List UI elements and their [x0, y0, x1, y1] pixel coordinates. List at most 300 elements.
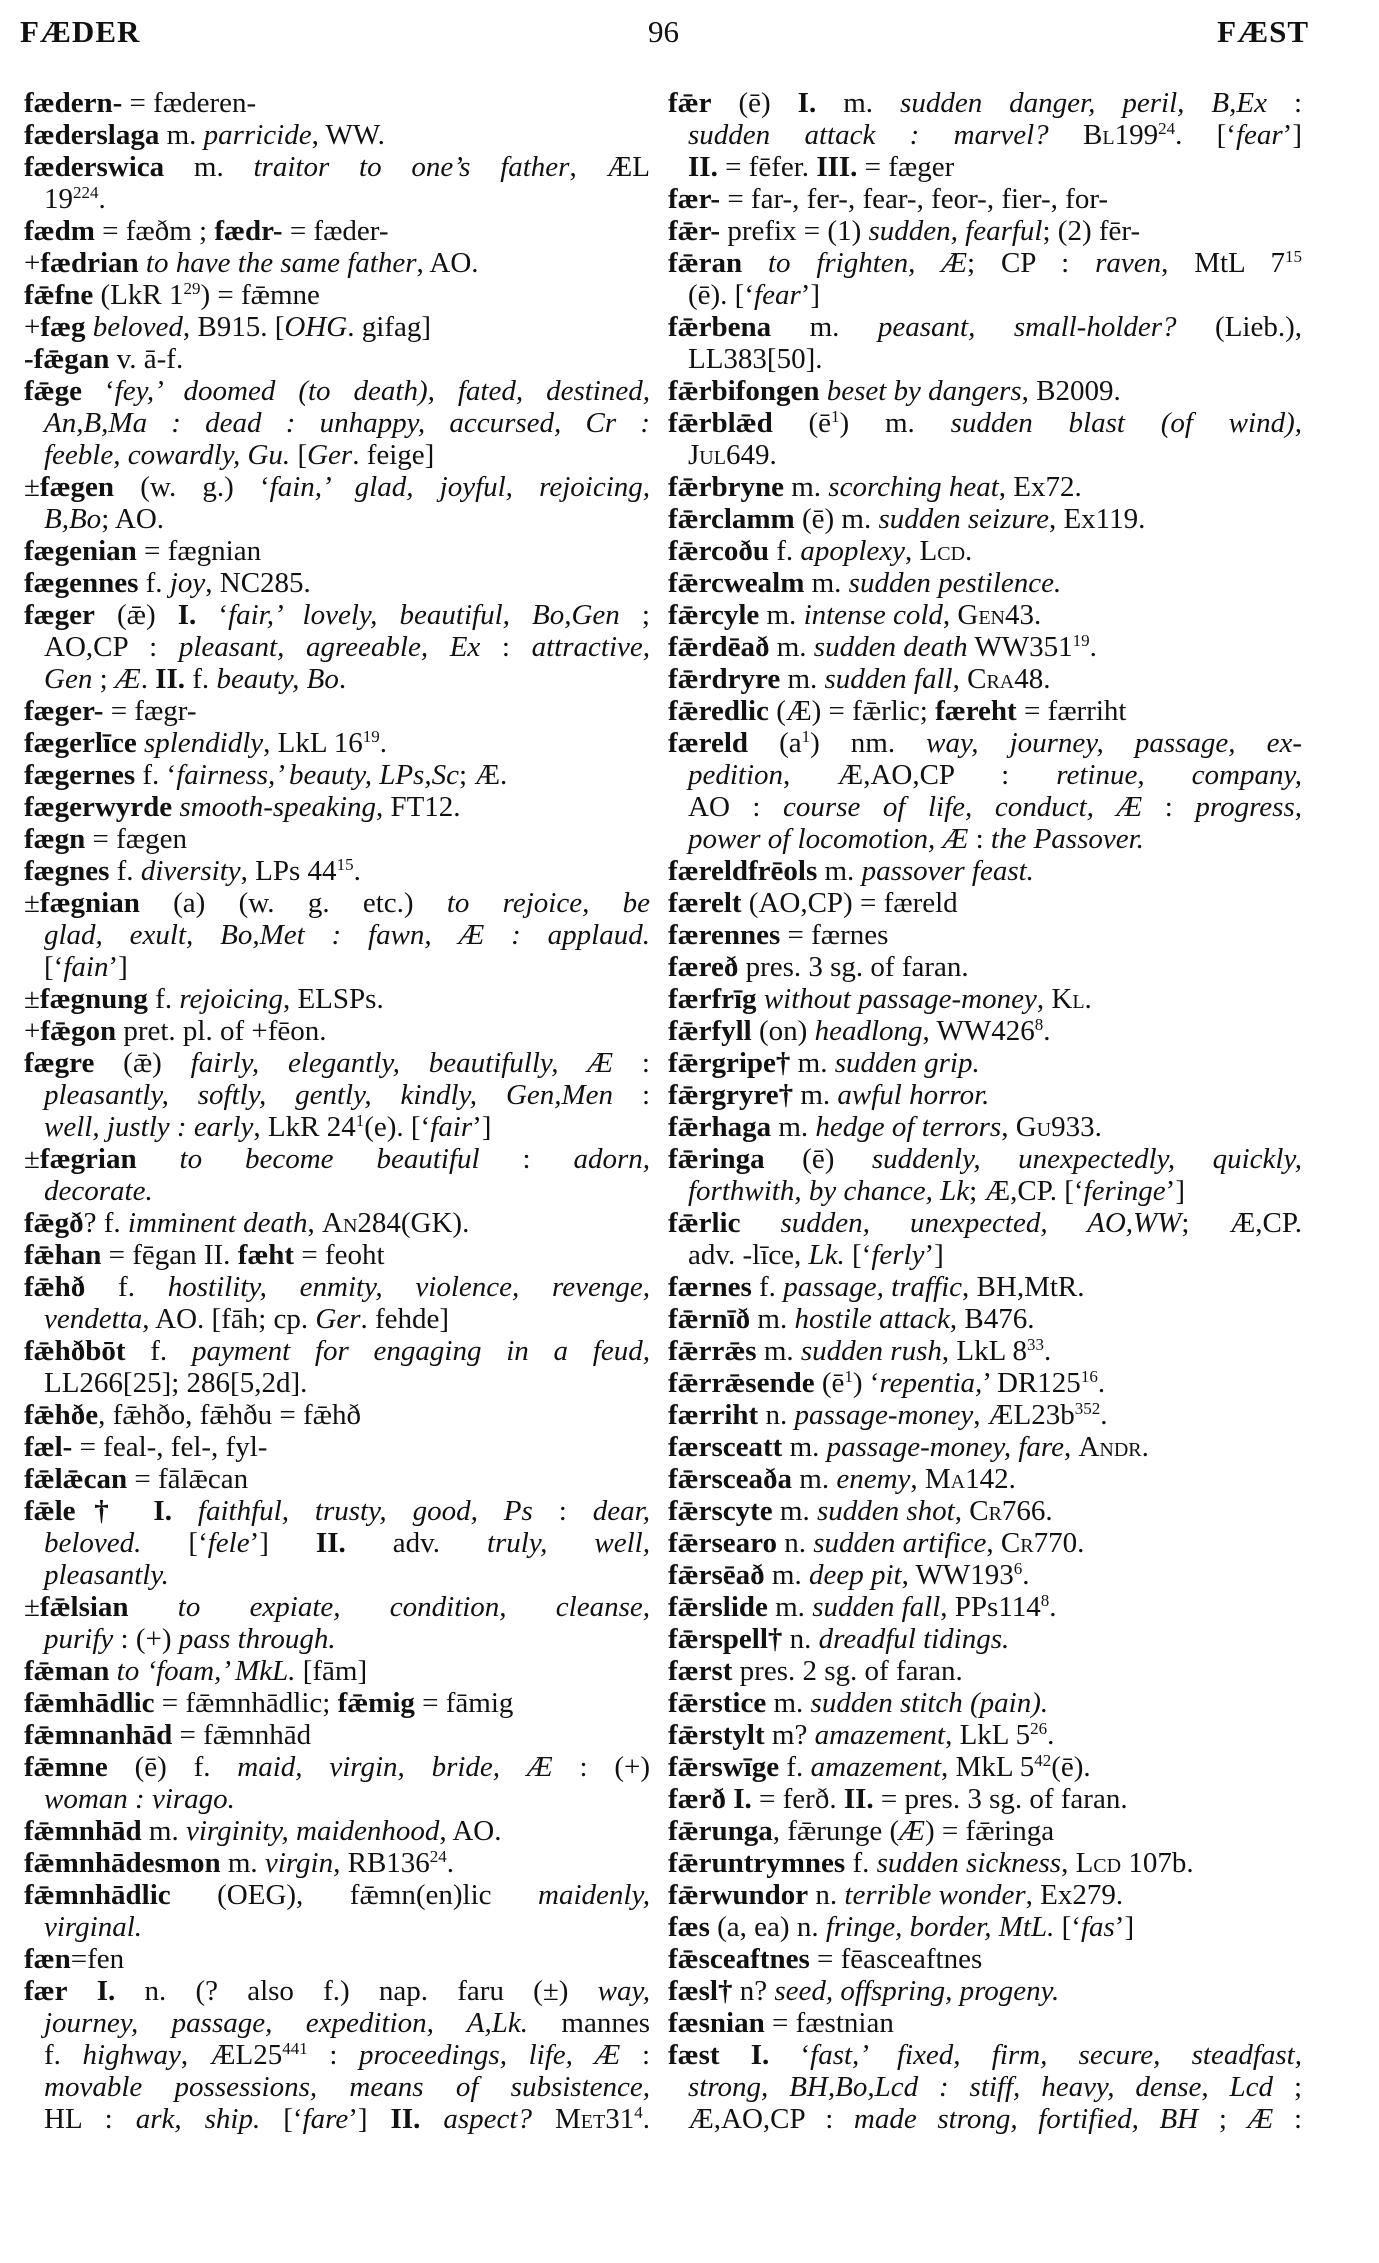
definition-text: sudden shot — [816, 1495, 955, 1527]
text: ; Æ. — [458, 759, 508, 791]
definition-text: way, journey, passage, ex- — [926, 727, 1302, 759]
definition-text: apoplexy — [800, 535, 906, 567]
entry-line — [668, 2039, 1302, 2071]
headword: fǣlǣcan — [24, 1463, 128, 1495]
text: (ē) f. — [107, 1751, 238, 1783]
definition-text: sudden death — [813, 631, 968, 663]
text: ’] — [348, 2103, 391, 2135]
entry-line — [668, 1911, 1302, 1943]
text: m. — [764, 1559, 809, 1591]
entry-line — [668, 663, 1302, 695]
headword: fæderslaga — [24, 119, 160, 151]
text: [‘ — [1054, 1911, 1081, 1943]
text: = fāmig — [414, 1687, 514, 1719]
definition-text: OHG — [284, 311, 348, 343]
text: . — [1141, 1431, 1149, 1463]
headword: I. — [177, 599, 197, 631]
text: , — [307, 1207, 322, 1239]
text: m. — [793, 1079, 838, 1111]
entry-line — [668, 983, 1302, 1015]
entry-line — [668, 1943, 1302, 1975]
definition-text: well, justly : early — [44, 1111, 254, 1143]
headword: færeht — [935, 695, 1017, 727]
text: ) nm. — [810, 727, 927, 759]
definition-text: rejoicing — [179, 983, 283, 1015]
headword: fǣrclamm — [668, 503, 795, 535]
source-abbreviation: Jul — [688, 439, 726, 471]
headword: fægerlīce — [24, 727, 137, 759]
text: = fǣmnhādlic; — [154, 1687, 338, 1719]
headword: færelt — [668, 887, 742, 919]
entry-continuation-line — [24, 919, 650, 951]
entry-line — [668, 1335, 1302, 1367]
headword: II. — [155, 663, 186, 695]
definition-text: traitor to one’s father — [253, 151, 570, 183]
text: , B476. — [949, 1303, 1035, 1335]
entry-line — [24, 1047, 650, 1079]
definition-text: sudden blast (of wind), — [950, 407, 1302, 439]
entry-line — [24, 247, 650, 279]
superscript-reference: 1 — [831, 407, 840, 426]
text: 107b. — [1121, 1847, 1194, 1879]
text: m. — [772, 1495, 817, 1527]
text: adv. -līce, — [688, 1239, 809, 1271]
entry-line — [24, 1335, 650, 1367]
text: + — [24, 247, 41, 279]
definition-text: fear — [754, 279, 801, 311]
entry-continuation-line — [24, 2071, 650, 2103]
headword: I. — [733, 1783, 752, 1815]
definition-text: deep pit — [808, 1559, 902, 1591]
text: m? — [764, 1719, 815, 1751]
text: (LkR 1 — [93, 279, 184, 311]
text: , — [986, 1527, 1001, 1559]
text: = far-, fer-, fear-, feor-, fier-, for- — [720, 183, 1109, 215]
definition-text: seed, offspring, progeny. — [774, 1975, 1060, 2007]
headword: fægerwyrde — [24, 791, 173, 823]
entry-continuation-line — [24, 503, 650, 535]
text: ’] — [1282, 119, 1302, 151]
entry-line — [24, 1431, 650, 1463]
entry-line — [668, 2007, 1302, 2039]
definition-text: sudden artifice — [813, 1527, 987, 1559]
text: 284(GK). — [357, 1207, 470, 1239]
text: f. — [845, 1847, 877, 1879]
text: 933. — [1051, 1111, 1102, 1143]
source-abbreviation: Andr — [1078, 1431, 1142, 1463]
source-abbreviation: Cr — [969, 1495, 1002, 1527]
definition-text: passover feast. — [861, 855, 1034, 887]
entry-line — [24, 1719, 650, 1751]
entry-line — [668, 87, 1302, 119]
headword: fǣrblǣd — [668, 407, 773, 439]
definition-text: diversity — [140, 855, 241, 887]
text: : (+) — [113, 1623, 179, 1655]
definition-text: power of locomotion, Æ — [688, 823, 969, 855]
text: , Æ,AO,CP : — [783, 759, 1057, 791]
entry-continuation-line — [668, 119, 1302, 151]
entry-line — [668, 407, 1302, 439]
definition-text: virginity, maidenhood — [185, 1815, 440, 1847]
entry-line — [668, 1815, 1302, 1847]
text: + — [24, 1015, 41, 1047]
text: ’] — [924, 1239, 944, 1271]
text: . — [965, 535, 973, 567]
entry-line — [668, 247, 1302, 279]
entry-line — [24, 375, 650, 407]
superscript-reference: 16 — [1080, 1367, 1098, 1386]
entry-line — [668, 919, 1302, 951]
text: . — [1022, 1559, 1030, 1591]
text: m. — [792, 1463, 837, 1495]
text: , FT12. — [375, 791, 461, 823]
entry-line — [668, 1655, 1302, 1687]
definition-text: fain,’ glad, joyful, rejoicing, — [269, 471, 650, 503]
headword: fǣrscyte — [668, 1495, 773, 1527]
headword: færnes — [668, 1271, 752, 1303]
text: ; — [1273, 2071, 1302, 2103]
definition-text: maid, virgin, bride, Æ — [237, 1751, 553, 1783]
text: 649. — [725, 439, 777, 471]
headword: fǣmnhād — [24, 1815, 142, 1847]
text: (OEG), fǣmn(en)lic — [170, 1879, 539, 1911]
text: (Æ) = fǣrlic; — [768, 695, 936, 727]
text — [127, 1495, 153, 1527]
text: = fæder- — [282, 215, 389, 247]
entry-continuation-line — [24, 1367, 650, 1399]
definition-text: vendetta — [44, 1303, 143, 1335]
entry-line — [24, 791, 650, 823]
text: ; (2) fēr- — [1042, 215, 1141, 247]
text: , AO. [fāh; cp. — [142, 1303, 316, 1335]
definition-text: hostile attack — [794, 1303, 950, 1335]
entry-line — [668, 1751, 1302, 1783]
text: m. — [816, 87, 901, 119]
entry-line — [668, 695, 1302, 727]
entry-continuation-line — [668, 791, 1302, 823]
headword: fǣran — [668, 247, 743, 279]
definition-text: truly, well, — [486, 1527, 650, 1559]
text: , AO. — [439, 1815, 502, 1847]
definition-text: feringe — [1083, 1175, 1166, 1207]
superscript-reference: 1 — [844, 1367, 853, 1386]
entry-continuation-line — [24, 183, 650, 215]
text: (ē — [772, 407, 832, 439]
headword: fǣrnīð — [668, 1303, 751, 1335]
text: (ē). — [1051, 1751, 1091, 1783]
text: , B2009. — [1021, 375, 1121, 407]
headword: færst — [668, 1655, 733, 1687]
text: , WW426 — [922, 1015, 1035, 1047]
entry-line — [24, 1591, 650, 1623]
entry-line — [668, 535, 1302, 567]
text: HL : — [44, 2103, 136, 2135]
definition-text: to frighten, Æ — [742, 247, 968, 279]
text: f. — [109, 855, 141, 887]
text: =fen — [70, 1943, 125, 1975]
text: , Ex119. — [1048, 503, 1146, 535]
text: 48. — [1014, 663, 1051, 695]
text: . — [379, 727, 388, 759]
headword: færsceatt — [668, 1431, 783, 1463]
text: , — [952, 663, 968, 695]
entry-line — [24, 1655, 650, 1687]
text: n. (? also f.) nap. faru (±) — [115, 1975, 598, 2007]
text: ‘ — [769, 2039, 811, 2071]
headword: fæl- — [24, 1431, 73, 1463]
headword: fǣrsearo — [668, 1527, 777, 1559]
text: 19 — [44, 183, 73, 215]
headword: fǣrsceaða — [668, 1463, 793, 1495]
headword: færð — [668, 1783, 726, 1815]
definition-text: pleasant, agreeable, Ex — [178, 631, 481, 663]
headword: fædrian — [40, 247, 139, 279]
text: (ē) m. — [794, 503, 879, 535]
entry-line — [24, 1271, 650, 1303]
definition-text: fele — [207, 1527, 250, 1559]
entry-line — [668, 631, 1302, 663]
headword: fǣrbena — [668, 311, 772, 343]
headword: fǣhð — [24, 1271, 86, 1303]
entry-continuation-line — [24, 1111, 650, 1143]
definition-text: proceedings, life, Æ — [359, 2039, 621, 2071]
definition-text: fair — [430, 1111, 473, 1143]
entry-continuation-line — [24, 2039, 650, 2071]
entry-line — [24, 983, 650, 1015]
definition-text: beset by dangers — [819, 375, 1022, 407]
headword: fǣrbryne — [668, 471, 784, 503]
headword: færeldfrēols — [668, 855, 818, 887]
definition-text: woman : virago. — [44, 1783, 235, 1815]
definition-text: adorn, — [573, 1143, 650, 1175]
entry-continuation-line — [24, 2103, 650, 2135]
text: , fǣrunge ( — [772, 1815, 900, 1847]
text: : — [307, 2039, 360, 2071]
entry-line — [668, 887, 1302, 919]
text: , — [942, 599, 958, 631]
headword: fǣrsēað — [668, 1559, 765, 1591]
headword: fægre — [24, 1047, 95, 1079]
text: m. — [767, 1591, 813, 1623]
text: : (+) — [552, 1751, 650, 1783]
text: ’] — [1165, 1175, 1185, 1207]
text: n? — [732, 1975, 775, 2007]
entry-line — [24, 823, 650, 855]
headword: fædern- — [24, 87, 123, 119]
left-column — [24, 87, 650, 2135]
superscript-reference: 1 — [355, 1111, 365, 1130]
text: 142. — [965, 1463, 1016, 1495]
headword: færeð — [668, 951, 739, 983]
text: ) m. — [839, 407, 951, 439]
text: , LPs 44 — [240, 855, 337, 887]
text: , WW. — [311, 119, 385, 151]
text: ± — [24, 1143, 40, 1175]
source-abbreviation: Lcd — [1075, 1847, 1122, 1879]
entry-line — [668, 215, 1302, 247]
definition-text: maidenly, — [538, 1879, 650, 1911]
headword: II. — [390, 2103, 421, 2135]
text: , BH,MtR. — [962, 1271, 1085, 1303]
entry-continuation-line — [24, 1303, 650, 1335]
text — [1049, 119, 1083, 151]
text: . — [1049, 1591, 1057, 1623]
entry-line — [668, 951, 1302, 983]
text: . — [1043, 1335, 1052, 1367]
text: ; — [92, 663, 115, 695]
definition-text: hedge of terrors — [815, 1111, 1002, 1143]
headword: fǣrrǣsende — [668, 1367, 815, 1399]
text: (Lieb.), — [1176, 311, 1302, 343]
entry-continuation-line — [668, 1239, 1302, 1271]
headword: fǣrrǣs — [668, 1335, 757, 1367]
text: , AO. — [416, 247, 479, 279]
definition-text: sudden, unexpected, AO,WW — [740, 1207, 1182, 1239]
definition-text: passage-money, fare — [826, 1431, 1064, 1463]
headword: fǣruntrymnes — [668, 1847, 846, 1879]
headword: fæn — [24, 1943, 71, 1975]
headword: fæderswica — [24, 151, 165, 183]
text: = fǣmnhād — [172, 1719, 312, 1751]
headword: fǣrswīge — [668, 1751, 780, 1783]
text: ; Æ,CP. — [1181, 1207, 1302, 1239]
superscript-reference: 1 — [801, 727, 811, 746]
definition-text: headlong — [814, 1015, 923, 1047]
text: : — [1142, 791, 1196, 823]
superscript-reference: 24 — [429, 1847, 447, 1866]
text: f. — [768, 535, 801, 567]
definition-text: raven — [1095, 247, 1162, 279]
text: v. ā-f. — [109, 343, 184, 375]
headword: fǣgð — [24, 1207, 84, 1239]
headword: fæsnian — [668, 2007, 765, 2039]
headword: fǣgon — [40, 1015, 117, 1047]
headword: fǣhðe — [24, 1399, 99, 1431]
definition-text: purify — [44, 1623, 114, 1655]
text: (w. g.) ‘ — [114, 471, 270, 503]
text: ’] — [108, 951, 128, 983]
text: : — [480, 631, 532, 663]
headword: fǣrgripe† — [668, 1047, 791, 1079]
text: f. — [147, 983, 180, 1015]
headword: fægennes — [24, 567, 139, 599]
headword: fǣhan — [24, 1239, 102, 1271]
text: m. — [164, 151, 254, 183]
superscript-reference: 4 — [634, 2103, 643, 2122]
entry-continuation-line — [24, 951, 650, 983]
entry-continuation-line — [24, 631, 650, 663]
headword: I. — [96, 1975, 116, 2007]
headword: II. — [688, 151, 718, 183]
text: [‘ — [260, 2103, 303, 2135]
superscript-reference: 19 — [1072, 631, 1090, 650]
text: , LkR 24 — [253, 1111, 356, 1143]
source-abbreviation: Ma — [924, 1463, 966, 1495]
definition-text: Æ — [899, 1815, 925, 1847]
entry-line — [24, 1943, 650, 1975]
definition-text: hostility, enmity, violence, revenge, — [167, 1271, 650, 1303]
headword: fægenian — [24, 535, 137, 567]
superscript-reference: 19 — [362, 727, 380, 746]
text — [67, 1975, 96, 2007]
text: ‘ — [196, 599, 229, 631]
text: 770. — [1033, 1527, 1085, 1559]
definition-text: aspect? — [420, 2103, 532, 2135]
headword: III. — [816, 151, 858, 183]
entry-continuation-line — [668, 2071, 1302, 2103]
text: ’] — [800, 279, 821, 311]
entry-continuation-line — [668, 2103, 1302, 2135]
headword: fǣmhādlic — [24, 1687, 155, 1719]
definition-text: attractive, — [531, 631, 650, 663]
definition-text: Gen — [44, 663, 93, 695]
headword: I. — [750, 2039, 770, 2071]
definition-text: fas — [1080, 1911, 1115, 1943]
text: , — [905, 535, 920, 567]
text: : — [613, 1047, 650, 1079]
definition-text: fey,’ doomed (to death), fated, destined, — [114, 375, 650, 407]
headword: fǣrwundor — [668, 1879, 809, 1911]
definition-text: decorate. — [44, 1175, 153, 1207]
entry-line — [24, 1975, 650, 2007]
text: ; AO. — [101, 503, 165, 535]
text: . — [338, 663, 347, 695]
text: m. — [766, 1687, 811, 1719]
entry-continuation-line — [24, 439, 650, 471]
headword: fǣrhaga — [668, 1111, 772, 1143]
definition-text: sudden stitch (pain). — [810, 1687, 1049, 1719]
text: , ÆL — [569, 151, 650, 183]
text: (ǣ) — [94, 1047, 191, 1079]
text: prefix = (1) — [720, 215, 869, 247]
text: LL266[25]; 286[5,2d]. — [44, 1367, 308, 1399]
text: f. — [751, 1271, 784, 1303]
definition-text: Ger — [315, 1303, 361, 1335]
text: n. — [782, 1623, 819, 1655]
text: m. — [817, 855, 862, 887]
definition-text: retinue, company, — [1056, 759, 1302, 791]
definition-text: fare — [302, 2103, 349, 2135]
text: AO,CP : — [44, 631, 179, 663]
text: ’] — [249, 1527, 316, 1559]
text: m. — [769, 631, 814, 663]
text — [720, 2039, 751, 2071]
entry-line — [24, 279, 650, 311]
text: ± — [24, 887, 40, 919]
headword: fǣrfyll — [668, 1015, 752, 1047]
text: , — [954, 1495, 970, 1527]
text: . fehde] — [360, 1303, 450, 1335]
entry-line — [24, 759, 650, 791]
entry-line — [668, 503, 1302, 535]
entry-continuation-line — [24, 1559, 650, 1591]
running-head-last-word: FÆST — [1217, 14, 1309, 49]
entry-line — [24, 87, 650, 119]
definition-text: the Passover. — [990, 823, 1144, 855]
entry-line — [668, 1719, 1302, 1751]
headword: fǣrcyle — [668, 599, 760, 631]
definition-text: pass through. — [178, 1623, 336, 1655]
text: m. — [804, 567, 849, 599]
text: , — [910, 1463, 925, 1495]
entry-line — [24, 1015, 650, 1047]
headword: fǣrspell† — [668, 1623, 783, 1655]
source-abbreviation: An — [322, 1207, 358, 1239]
entry-continuation-line — [668, 279, 1302, 311]
text: pret. pl. of +fēon. — [116, 1015, 327, 1047]
source-abbreviation: Kl — [1051, 983, 1085, 1015]
text: ? f. — [83, 1207, 128, 1239]
